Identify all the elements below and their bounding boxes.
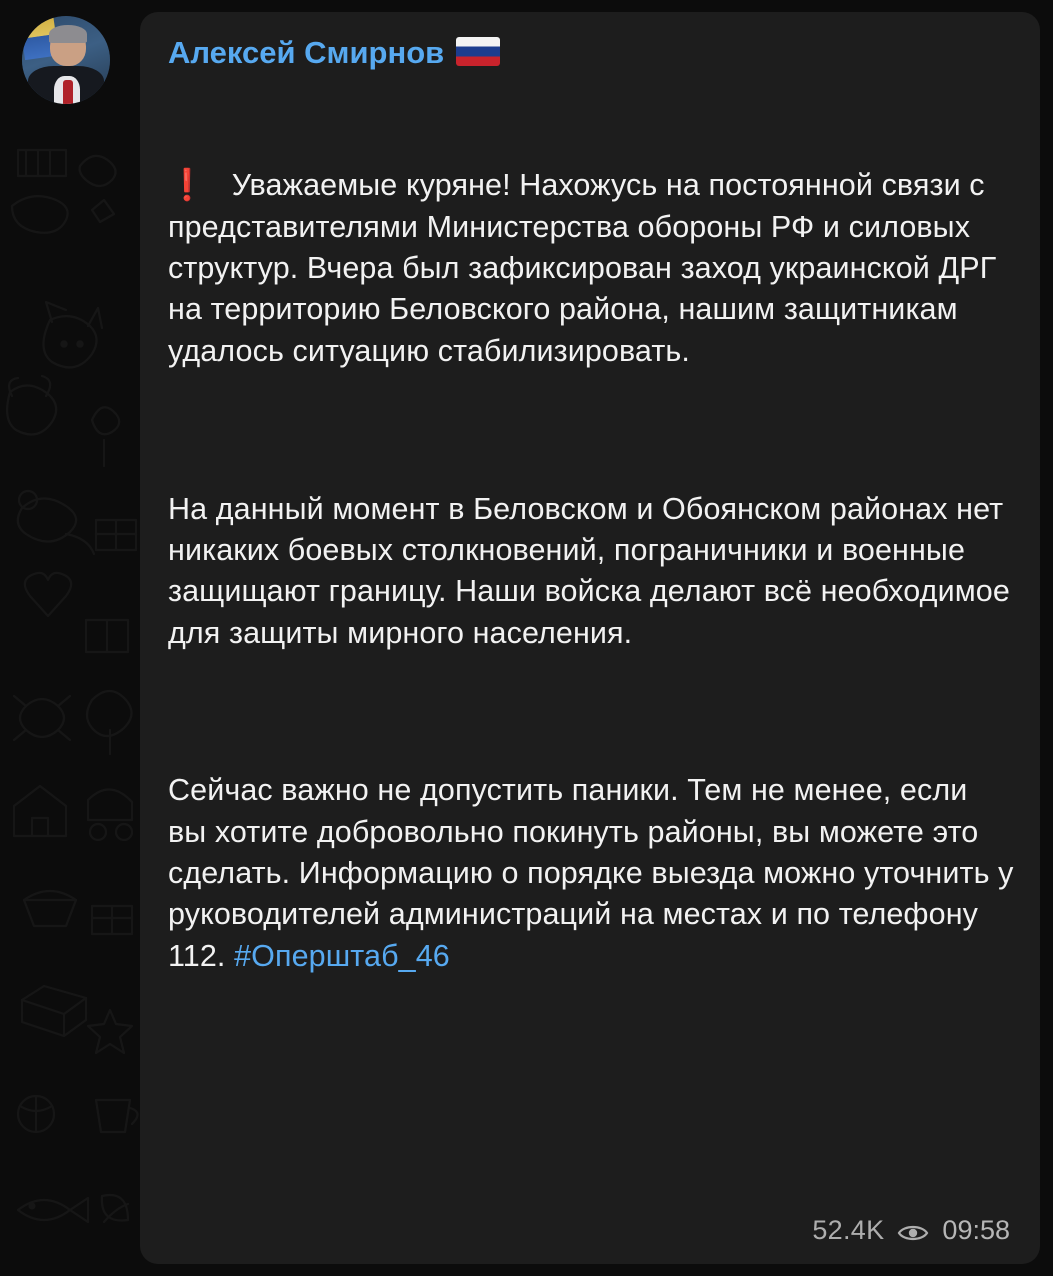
avatar-tie <box>63 80 73 104</box>
message-paragraph-1 <box>168 165 1014 372</box>
russia-flag-icon <box>456 37 500 66</box>
sender-name: Алексей Смирнов <box>168 35 445 70</box>
message-paragraph-3 <box>168 770 1023 977</box>
eye-icon <box>897 1220 929 1242</box>
message-bubble[interactable] <box>140 12 1040 1264</box>
message-paragraph-2: На данный момент в Беловском и Обоянском районах нет никаких боевых столкновений, пограничники и военные защищают границу. Наши войска делают всё необходимое для защиты мирного населения. <box>168 491 1019 650</box>
message-time: 09:58 <box>942 1215 1010 1245</box>
warning-icon: ❗ <box>168 168 207 203</box>
message-text <box>168 83 1023 1060</box>
paragraph-3-text: Сейчас важно не допустить паники. Тем не менее, если вы хотите добровольно покинуть районы, вы можете это сделать. Информацию о порядке выезда можно уточнить у руководителей администраций на местах и по телефону 112. <box>168 773 1023 973</box>
paragraph-1-text: Уважаемые куряне! Нахожусь на постоянной связи с представителями Министерства обороны РФ и силовых структур. Вчера был зафиксирован заход украинской ДРГ на территорию Беловского района, нашим защитникам удалось ситуацию стабилизировать. <box>168 168 1005 368</box>
message-meta <box>812 1215 1010 1246</box>
views-count: 52.4K <box>812 1215 885 1245</box>
message-sender[interactable] <box>168 34 1014 73</box>
doodle-pattern-icon <box>0 0 160 1276</box>
avatar[interactable] <box>22 16 110 104</box>
avatar-hair <box>49 25 87 43</box>
hashtag-link[interactable]: #Оперштаб_46 <box>234 938 450 973</box>
